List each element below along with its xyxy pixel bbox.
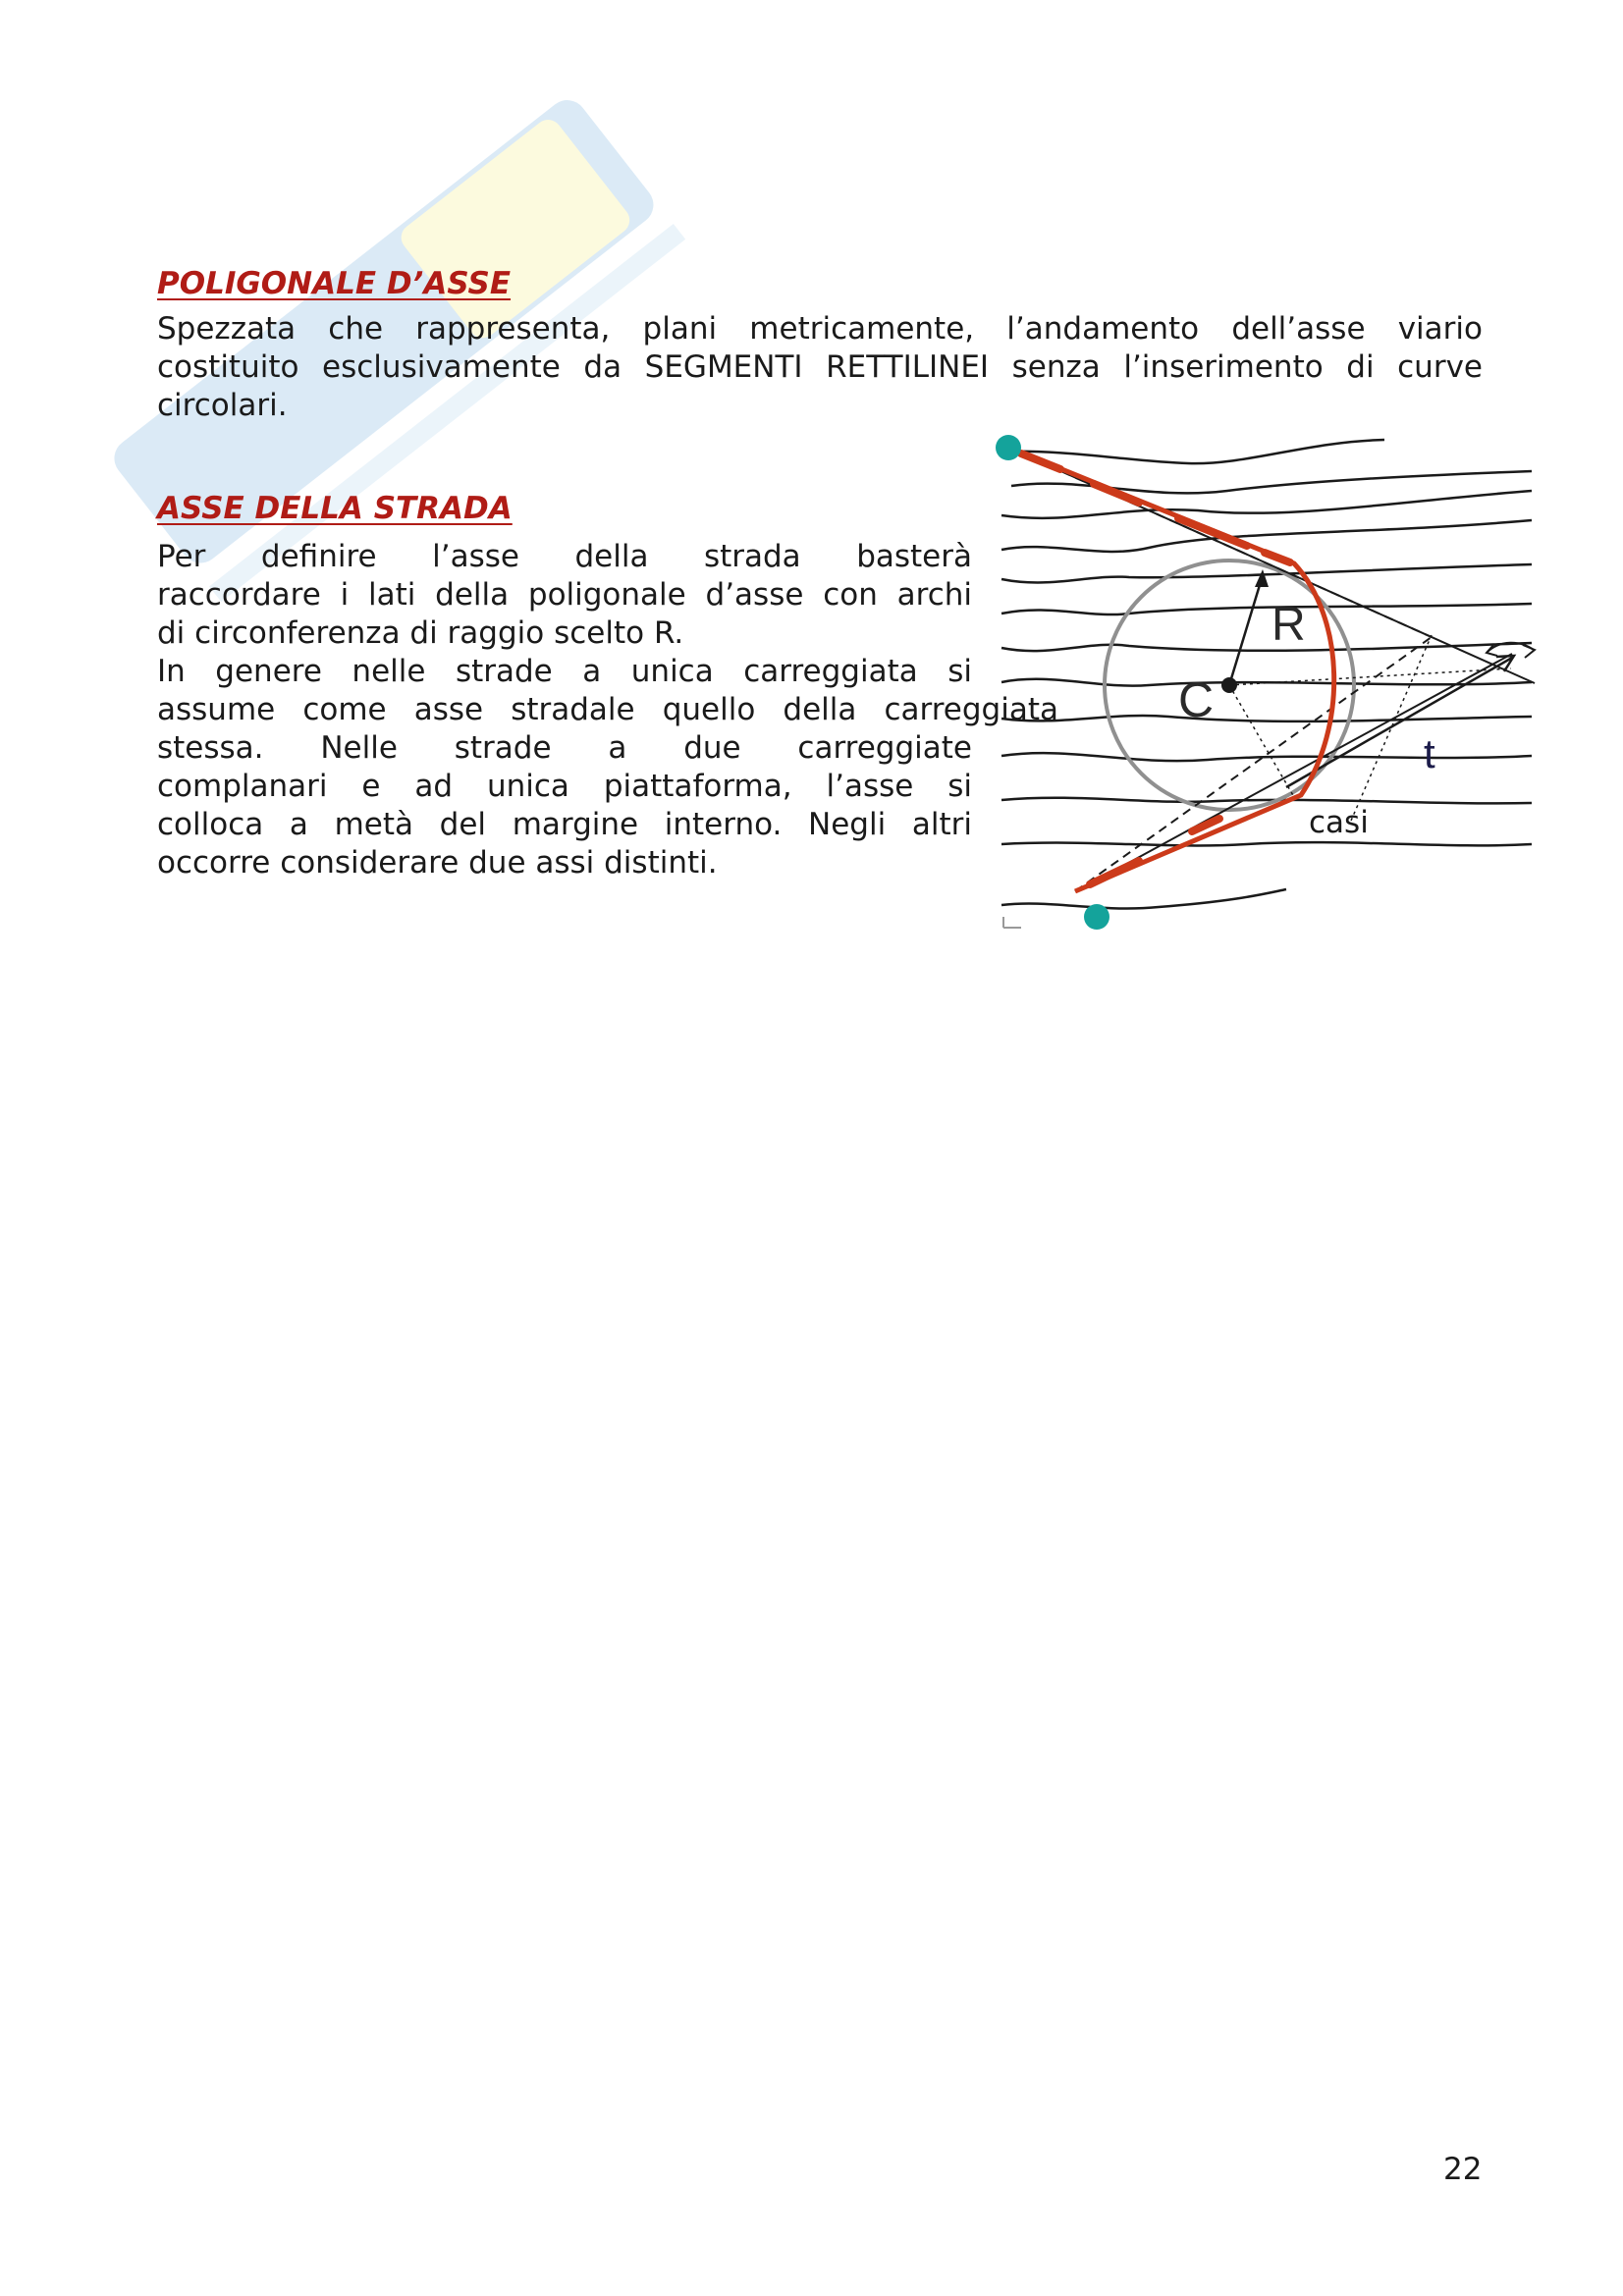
tangent-lines-dashed (1008, 448, 1432, 891)
arrow-head (1255, 569, 1269, 587)
contour-line (1001, 520, 1532, 552)
section-heading-asse: ASSE DELLA STRADA (157, 491, 513, 526)
text-line: assume come asse stradale quello della carreggiata (157, 692, 1058, 727)
vertex-point-start (996, 435, 1021, 460)
vertex-point-end (1084, 904, 1109, 930)
contour-line (1001, 491, 1532, 518)
paragraph-asse (157, 538, 1058, 882)
contour-line (1001, 679, 1532, 686)
contour-line (1001, 604, 1532, 614)
contour-lines (1001, 440, 1532, 909)
text-fragment-casi: casi (1309, 805, 1369, 840)
tangent-dashed-line (1075, 637, 1432, 891)
text-line: complanari e ad unica piattaforma, l’asse si (157, 769, 972, 804)
axis-segment (1021, 454, 1060, 469)
label-radius: R (1271, 599, 1306, 651)
corner-mark (1003, 917, 1021, 928)
text-line: occorre considerare due assi distinti. (157, 845, 718, 881)
text-line: stessa. Nelle strade a due carreggiate (157, 730, 972, 766)
paragraph-poligonale (157, 310, 1483, 425)
contour-line (1001, 842, 1532, 845)
text-line: Per definire l’asse della strada basterà (157, 539, 972, 574)
page-number: 22 (1443, 2152, 1483, 2187)
section-heading-poligonale: POLIGONALE D’ASSE (157, 266, 512, 301)
axis-segment (1094, 484, 1139, 503)
text-line: circolari. (157, 388, 288, 423)
construction-lines (1229, 635, 1511, 821)
contour-line (1001, 716, 1532, 721)
label-tangent: t (1424, 730, 1435, 776)
text-line: di circonferenza di raggio scelto R. (157, 615, 684, 651)
axis-segment (1265, 553, 1290, 562)
label-center: C (1178, 672, 1215, 727)
text-line: Spezzata che rappresenta, plani metricamente, l’andamento dell’asse viario (157, 311, 1483, 347)
contour-line (1001, 753, 1532, 761)
contour-line (1001, 889, 1286, 909)
center-point (1221, 677, 1237, 693)
road-axis-curve (1008, 448, 1334, 891)
text-line: In genere nelle strade a unica carreggiata si (157, 654, 972, 689)
text-line: costituito esclusivamente da SEGMENTI RETTILINEI senza l’inserimento di curve (157, 349, 1483, 385)
text-line: colloca a metà del margine interno. Negli altri (157, 807, 972, 842)
polygonal-side (1080, 654, 1512, 889)
text-line: raccordare i lati della poligonale d’asse con archi (157, 577, 972, 613)
arrow-head (1523, 645, 1535, 658)
road-axis-diagram (992, 432, 1542, 933)
radius-arrow (1229, 575, 1263, 685)
contour-line (1001, 440, 1384, 463)
